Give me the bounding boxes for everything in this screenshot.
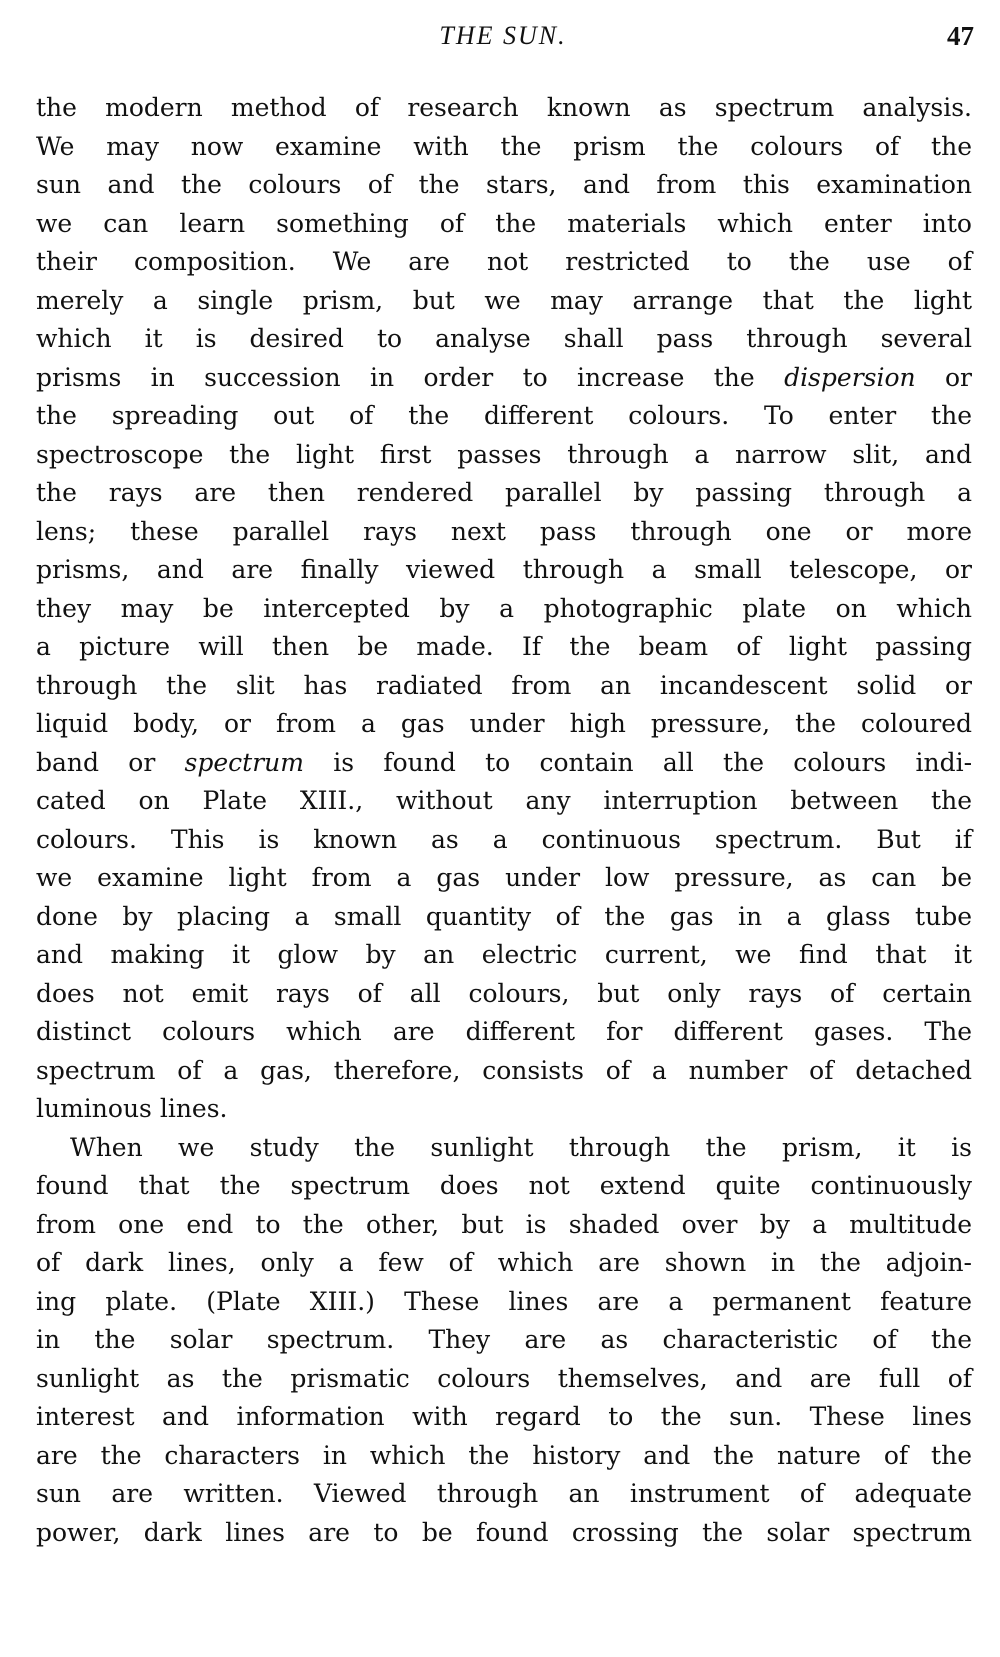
text-line: spectroscope the light first passes through a narrow slit, and xyxy=(36,439,972,469)
text-line: does not emit rays of all colours, but only rays of certain xyxy=(36,978,972,1008)
text-line: power, dark lines are to be found crossing the solar spectrum xyxy=(36,1517,972,1547)
text-line: We may now examine with the prism the colours of the xyxy=(36,131,972,161)
text-line: colours. This is known as a continuous spectrum. But if xyxy=(36,824,972,854)
text-line: are the characters in which the history and the nature of the xyxy=(36,1440,972,1470)
text-line: found that the spectrum does not extend quite continuously xyxy=(36,1171,972,1200)
text-run: or xyxy=(944,362,972,392)
text-line: distinct colours which are different for different gases. The xyxy=(36,1017,972,1046)
text-line: sun are written. Viewed through an instrument of adequate xyxy=(36,1479,972,1508)
text-run: band or xyxy=(36,747,156,777)
text-line: through the slit has radiated from an incandescent solid or xyxy=(36,670,972,700)
text-line: lens; these parallel rays next pass through one or more xyxy=(36,516,972,546)
running-title: THE SUN. xyxy=(439,21,567,50)
text-line: the spreading out of the different colours. To enter the xyxy=(36,401,972,430)
body-text xyxy=(36,89,972,1552)
text-line: sunlight as the prismatic colours themselves, and are full of xyxy=(36,1363,972,1393)
text-line: of dark lines, only a few of which are shown in the adjoin- xyxy=(36,1248,972,1277)
text-line: which it is desired to analyse shall pass through several xyxy=(36,324,972,353)
text-line: a picture will then be made. If the beam of light passing xyxy=(36,632,972,661)
text-line: from one end to the other, but is shaded over by a multitude xyxy=(36,1209,972,1239)
page-number: 47 xyxy=(947,21,974,51)
text-line: spectrum of a gas, therefore, consists of a number of detached xyxy=(36,1055,972,1085)
text-line: ing plate. (Plate XIII.) These lines are a permanent feature xyxy=(36,1286,972,1316)
running-head xyxy=(36,16,974,56)
text-line: merely a single prism, but we may arrange that the light xyxy=(36,285,972,315)
italic-term-dispersion: dispersion xyxy=(784,362,916,392)
text-line: prisms, and are finally viewed through a small telescope, or xyxy=(36,555,972,584)
text-line: When we study the sunlight through the prism, it is xyxy=(70,1132,972,1162)
text-line: their composition. We are not restricted to the use of xyxy=(36,247,972,276)
text-line xyxy=(36,744,972,783)
text-line: they may be intercepted by a photographic plate on which xyxy=(36,593,972,623)
text-run: is found to contain all the colours indi- xyxy=(333,747,973,777)
text-line: luminous lines. xyxy=(36,1094,228,1123)
text-line: the rays are then rendered parallel by passing through a xyxy=(36,478,972,507)
text-line: the modern method of research known as spectrum analysis. xyxy=(36,93,972,122)
text-run: prisms in succession in order to increase the xyxy=(36,362,755,392)
text-line: done by placing a small quantity of the gas in a glass tube xyxy=(36,901,972,931)
text-line: interest and information with regard to the sun. These lines xyxy=(36,1402,972,1431)
italic-term-spectrum: spectrum xyxy=(184,747,304,777)
text-line: in the solar spectrum. They are as characteristic of the xyxy=(36,1325,972,1354)
text-line: cated on Plate XIII., without any interruption between the xyxy=(36,786,972,815)
text-line: we examine light from a gas under low pressure, as can be xyxy=(36,863,972,892)
text-line: and making it glow by an electric current, we find that it xyxy=(36,940,972,969)
text-line: liquid body, or from a gas under high pressure, the coloured xyxy=(36,709,972,738)
text-line: we can learn something of the materials which enter into xyxy=(36,208,972,238)
text-line: sun and the colours of the stars, and from this examination xyxy=(36,170,972,199)
text-line xyxy=(36,359,972,398)
